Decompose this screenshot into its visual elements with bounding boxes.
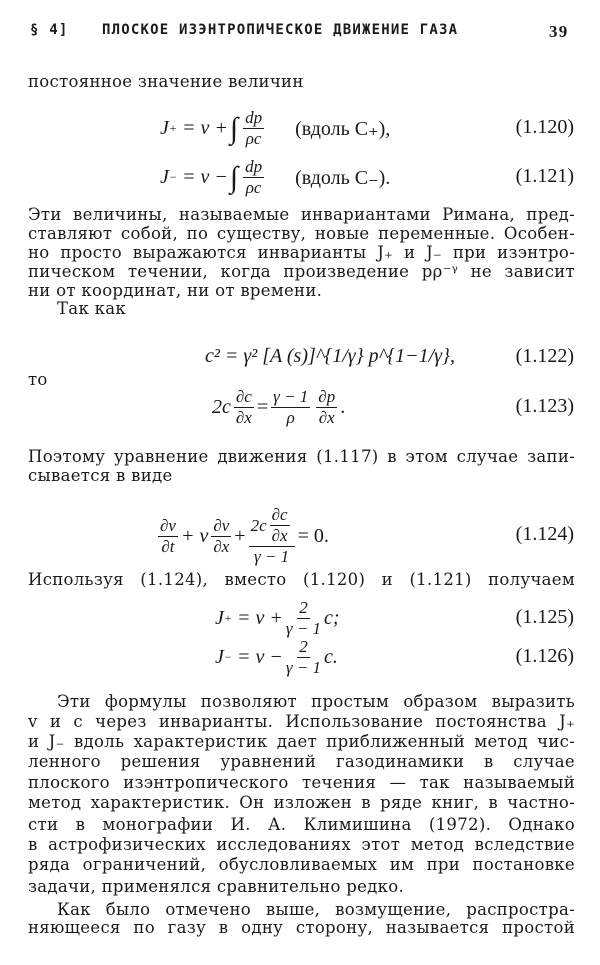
eq-label: (1.121) — [515, 165, 574, 187]
text-line: Эти формулы позволяют простым образом выразить — [57, 692, 575, 711]
text-line: ни от координат, ни от времени. — [28, 281, 323, 300]
denominator: ∂x — [318, 408, 335, 427]
text-line: и J₋ вдоль характеристик дает приближенный метод чис- — [28, 732, 575, 751]
equation-1-125 — [215, 598, 340, 639]
fraction — [158, 516, 178, 557]
denominator: ∂x — [213, 536, 230, 556]
term: c. — [324, 646, 338, 668]
fraction — [249, 505, 295, 567]
text-line: в астрофизических исследованиях этот метод вследствие — [28, 835, 575, 854]
denominator: ρc — [245, 178, 262, 197]
text-line: няющееся по газу в одну сторону, называется простой — [28, 918, 575, 937]
numerator: 2 — [299, 598, 308, 617]
eq-lhs: J — [215, 646, 224, 668]
text-line: сти в монографии И. А. Климишина (1972). Однако — [28, 815, 575, 834]
fraction — [234, 387, 254, 428]
numerator: dp — [245, 157, 263, 176]
eq-note: (вдоль C₋). — [295, 167, 391, 189]
text-line: метод характеристик. Он изложен в ряде книг, в частно- — [28, 793, 575, 812]
term: + v — [180, 524, 209, 547]
text-line: ставляют собой, по существу, новые переменные. Особен- — [28, 224, 575, 243]
eq-sub: − — [168, 170, 177, 184]
eq-label: (1.120) — [515, 116, 574, 138]
term: c; — [324, 607, 340, 629]
numerator: ∂c — [271, 505, 288, 524]
denominator: γ − 1 — [253, 547, 290, 566]
equation-1-122: c² = γ² [A (s)]^{1/γ} p^{1−1/γ}, — [205, 345, 456, 367]
text-line: задачи, применялся сравнительно редко. — [28, 877, 405, 896]
numerator: ∂c — [235, 387, 252, 406]
equation-1-126 — [215, 637, 338, 678]
eq-label: (1.124) — [515, 523, 574, 545]
text-line: Поэтому уравнение движения (1.117) в этом случае запи- — [28, 447, 575, 466]
eq-label: (1.126) — [515, 645, 574, 667]
fraction — [211, 516, 231, 557]
numerator: 2 — [299, 637, 308, 656]
eq-note: (вдоль C₊), — [295, 118, 391, 140]
eq-lhs: 2c — [212, 396, 231, 418]
denominator: ρ — [286, 408, 295, 427]
numerator: γ − 1 — [273, 387, 309, 406]
denominator: γ − 1 — [285, 658, 322, 677]
numerator: ∂v — [160, 515, 176, 535]
plus: + — [234, 524, 246, 547]
equation-1-121 — [160, 157, 390, 198]
fraction — [286, 637, 321, 678]
denominator: ∂x — [271, 526, 288, 545]
equation-1-120 — [160, 108, 390, 149]
fraction — [243, 157, 264, 198]
eq-lhs: J — [160, 166, 169, 188]
equals: = — [256, 396, 269, 418]
fraction — [270, 505, 290, 546]
eq-label: (1.125) — [515, 606, 574, 628]
eq-sub: + — [168, 121, 177, 135]
fraction — [243, 108, 264, 149]
denominator: γ − 1 — [285, 619, 322, 638]
page-number: 39 — [549, 22, 569, 41]
text-line: но просто выражаются инварианты J₊ и J₋ при изэнтро- — [28, 243, 575, 262]
equation-1-123 — [212, 387, 345, 428]
section-marker: § 4] — [30, 22, 69, 38]
eq-rhs: = v + — [237, 607, 283, 629]
text-line: Эти величины, называемые инвариантами Римана, пред- — [28, 205, 575, 224]
eq-rhs: = v − — [182, 166, 228, 188]
equals-zero: = 0. — [297, 524, 329, 547]
text-line: постоянное значение величин — [28, 72, 304, 91]
eq-sub: + — [223, 611, 232, 625]
running-title: ПЛОСКОЕ ИЗЭНТРОПИЧЕСКОЕ ДВИЖЕНИЕ ГАЗА — [102, 22, 459, 38]
eq-label: (1.122) — [515, 345, 574, 367]
eq-lhs: J — [160, 117, 169, 139]
fraction — [286, 598, 321, 639]
numerator: dp — [245, 108, 263, 127]
text-line: ленного решения уравнений газодинамики в случае — [28, 752, 575, 771]
eq-label: (1.123) — [515, 395, 574, 417]
text-line: ряда ограничений, обусловливаемых им при постановке — [28, 855, 575, 874]
eq-lhs: J — [215, 607, 224, 629]
eq-rhs: = v − — [237, 646, 283, 668]
numerator: ∂v — [213, 515, 230, 535]
denominator: ∂t — [161, 536, 175, 556]
term: 2c — [250, 515, 267, 535]
integral-sign: ∫ — [229, 111, 239, 145]
period: . — [340, 396, 346, 418]
eq-rhs: = v + — [182, 117, 228, 139]
text-line: плоского изэнтропического течения — так называемый — [28, 773, 575, 792]
text-line: Как было отмечено выше, возмущение, распростра- — [57, 900, 575, 919]
text-line: то — [28, 370, 48, 389]
denominator: ∂x — [235, 408, 252, 427]
text-line: v и c через инварианты. Использование постоянства J₊ — [28, 712, 575, 731]
fraction — [316, 387, 337, 428]
equation-1-124 — [155, 505, 329, 567]
eq-sub: − — [223, 650, 232, 664]
text-line: пическом течении, когда произведение pρ⁻ᵞ не зависит — [28, 262, 575, 281]
integral-sign: ∫ — [229, 160, 239, 194]
denominator: ρc — [245, 129, 262, 148]
text-line: Используя (1.124), вместо (1.120) и (1.121) получаем — [28, 570, 575, 589]
numerator: ∂p — [318, 387, 336, 406]
fraction — [271, 387, 310, 428]
text-line: Так как — [57, 299, 126, 318]
text-line: сывается в виде — [28, 466, 173, 485]
